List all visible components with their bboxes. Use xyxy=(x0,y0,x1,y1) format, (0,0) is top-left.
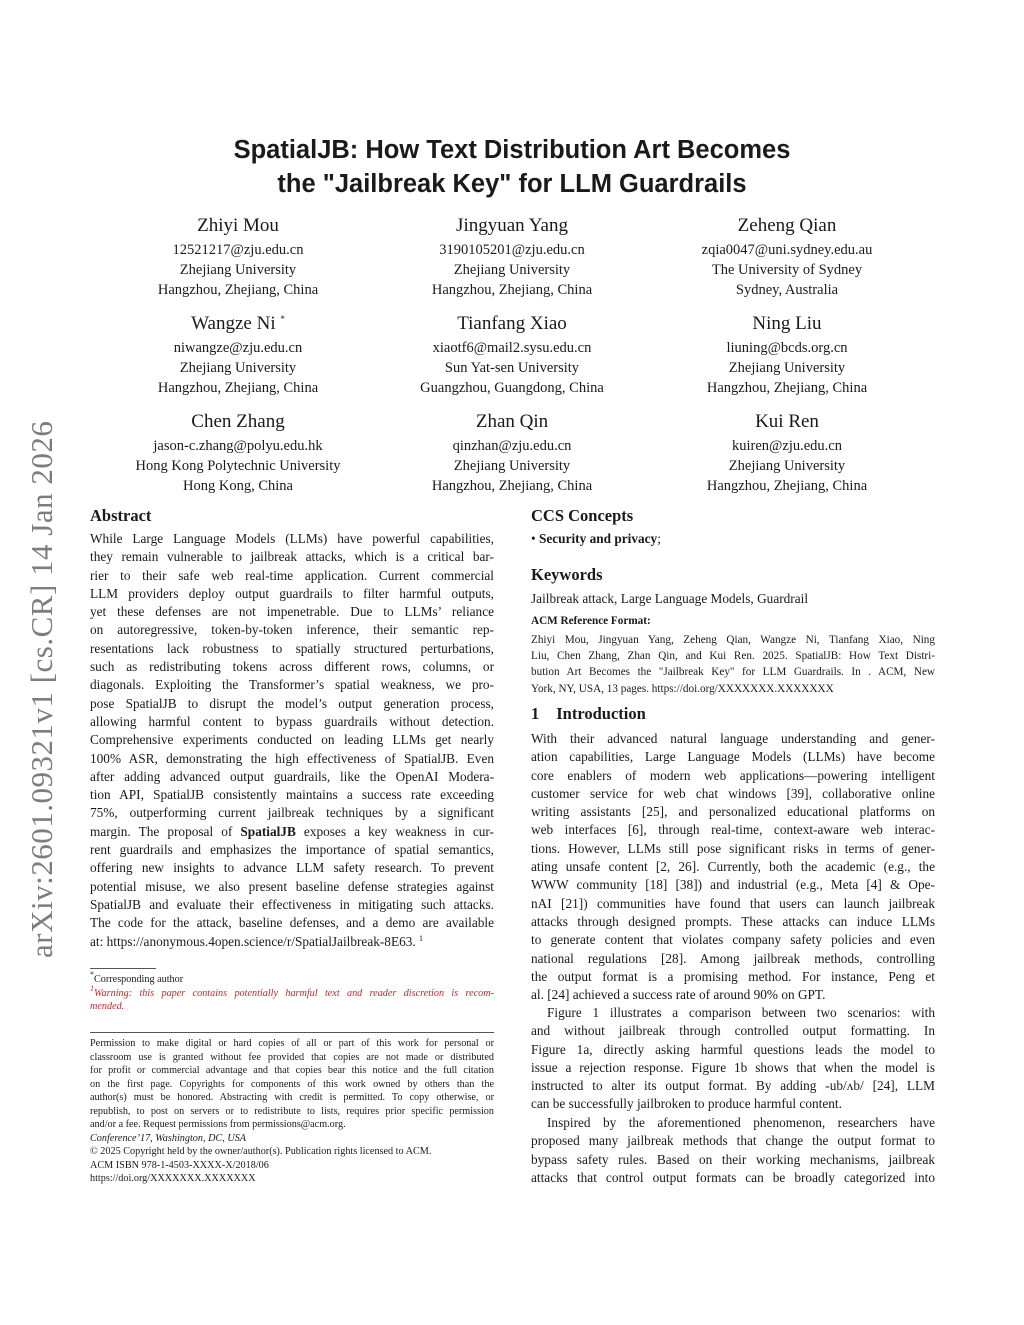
author-affiliation-text: Zhejiang University xyxy=(453,458,571,474)
author-affiliation xyxy=(362,456,662,476)
permission-line: and/or a fee. Request permissions from permissions@acm.org. xyxy=(90,1119,346,1130)
intro-line: web interfaces [6], through real-time, context-aware web interac- xyxy=(531,822,935,838)
author-block xyxy=(88,214,388,300)
intro-line: and without jailbreak through controlled output formatting. In xyxy=(531,1023,935,1039)
author-location-text: Hangzhou, Zhejiang, China xyxy=(157,282,319,298)
intro-line: Figure 1 illustrates a comparison between two scenarios: with xyxy=(547,1005,935,1020)
author-affiliation-text: Zhejiang University xyxy=(179,262,297,278)
intro-line: tions. However, LLMs still pose significant risks in terms of gener- xyxy=(531,840,935,856)
abstract-body xyxy=(90,530,494,951)
abstract-line: While Large Language Models (LLMs) have powerful capabilities, xyxy=(90,531,494,546)
author-affiliation xyxy=(362,260,662,280)
keywords-body xyxy=(531,590,935,608)
isbn-line: ACM ISBN 978-1-4503-XXXX-X/2018/06 xyxy=(90,1159,269,1171)
author-block xyxy=(637,214,937,300)
footnote-ref: 1 xyxy=(419,933,424,943)
section-title: Introduction xyxy=(556,704,646,723)
acm-ref-line: bution Art Becomes the "Jailbreak Key" for LLM Guardrails. In . ACM, New xyxy=(531,666,935,679)
author-block xyxy=(88,410,388,496)
author-name xyxy=(637,410,937,434)
abstract-line-spatialjb xyxy=(90,823,494,841)
intro-line: writing assistants [25], and personalized educational platforms on xyxy=(531,804,935,820)
intro-line: proposed many jailbreak methods that change the output format to xyxy=(531,1133,935,1149)
intro-line: Inspired by the aforementioned phenomenon, researchers have xyxy=(547,1115,935,1130)
author-block xyxy=(362,312,662,398)
author-name-text: Kui Ren xyxy=(755,411,819,432)
intro-line: ating unsafe content [2, 26]. Currently, both the academic (e.g., the xyxy=(531,859,935,875)
permission-line: author(s) must be honored. Abstracting with credit is permitted. To copy otherwise, or xyxy=(90,1092,494,1103)
author-location-text: Sydney, Australia xyxy=(735,282,839,298)
author-location xyxy=(637,280,937,300)
author-location xyxy=(362,378,662,398)
author-location-text: Hangzhou, Zhejiang, China xyxy=(706,478,868,494)
author-email[interactable] xyxy=(637,338,937,358)
intro-line: the output format is a promising method. For instance, Peng et xyxy=(531,968,935,984)
abstract-line: resentations lack robustness to spatially structured perturbations, xyxy=(90,640,494,656)
permission-line: classroom use is granted without fee provided that copies are not made or distributed xyxy=(90,1051,494,1063)
section-number: 1 xyxy=(531,704,540,723)
author-affiliation-text: Zhejiang University xyxy=(728,458,846,474)
permission-block xyxy=(90,1037,494,1186)
author-location xyxy=(362,280,662,300)
author-affiliation xyxy=(637,456,937,476)
author-name-text: Zeheng Qian xyxy=(737,215,837,236)
footnotes xyxy=(90,970,494,1014)
author-name xyxy=(637,312,937,336)
author-affiliation xyxy=(637,260,937,280)
author-affiliation-text: Zhejiang University xyxy=(179,360,297,376)
abstract-line-head: margin. The proposal of xyxy=(90,823,241,839)
author-name-text: Ning Liu xyxy=(752,313,822,334)
footnote-text: Corresponding author xyxy=(94,974,184,985)
author-location xyxy=(88,378,388,398)
author-block xyxy=(362,214,662,300)
copyright-line: © 2025 Copyright held by the owner/author(s). Publication rights licensed to ACM. xyxy=(90,1146,432,1157)
author-location xyxy=(637,378,937,398)
doi-line[interactable]: https://doi.org/XXXXXXX.XXXXXXX xyxy=(90,1173,256,1184)
permission-line: for profit or commercial advantage and that copies bear this notice and the full citation xyxy=(90,1065,494,1076)
author-affiliation xyxy=(88,358,388,378)
author-email-text: jason-c.zhang@polyu.edu.hk xyxy=(153,438,323,454)
intro-line: customer service for web chat windows [39], collaborative online xyxy=(531,785,935,801)
author-affiliation-text: The University of Sydney xyxy=(711,262,863,278)
intro-line: ation capabilities, Large Language Models (LLMs) have become xyxy=(531,749,935,765)
footnote-mark: * xyxy=(90,970,94,979)
abstract-bold-term: SpatialJB xyxy=(240,823,296,839)
author-location-text: Hangzhou, Zhejiang, China xyxy=(157,380,319,396)
author-name xyxy=(88,410,388,434)
intro-line: bypass safety rules. Based on their working mechanisms, jailbreak xyxy=(531,1151,935,1167)
author-name-text: Chen Zhang xyxy=(191,411,285,432)
author-name xyxy=(88,214,388,238)
author-name-text: Wangze Ni xyxy=(191,313,276,334)
ccs-item-label: Security and privacy xyxy=(538,531,658,546)
author-affiliation-text: Hong Kong Polytechnic University xyxy=(135,458,341,474)
author-affiliation-text: Zhejiang University xyxy=(728,360,846,376)
author-email-text: niwangze@zju.edu.cn xyxy=(173,340,303,356)
permission-line: on the first page. Copyrights for components of this work owned by others than the xyxy=(90,1078,494,1090)
author-location-text: Guangzhou, Guangdong, China xyxy=(420,380,604,396)
footnote-warning xyxy=(90,983,494,1001)
intro-heading xyxy=(531,704,646,724)
permission-line: Permission to make digital or hard copies of all or part of this work for personal or xyxy=(90,1038,494,1049)
author-email[interactable] xyxy=(362,240,662,260)
intro-line: can be successfully jailbroken to produce harmful content. xyxy=(531,1096,842,1112)
author-affiliation xyxy=(637,358,937,378)
permission-line: republish, to post on servers or to redistribute to lists, requires prior specific permission xyxy=(90,1105,494,1117)
abstract-line: on autoregressive, token-by-token inference, their semantic rep- xyxy=(90,622,494,638)
acm-ref-heading: ACM Reference Format: xyxy=(531,615,651,627)
acm-ref-line: York, NY, USA, 13 pages. https://doi.org/XXXXXXX.XXXXXXX xyxy=(531,682,834,695)
author-email-text: kuiren@zju.edu.cn xyxy=(732,438,842,454)
abstract-line: after adding advanced output guardrails, like the OpenAI Modera- xyxy=(90,768,494,784)
intro-paragraph-1 xyxy=(531,730,935,1004)
acm-ref-line: Liu, Chen Zhang, Zhan Qin, and Kui Ren. 2025. SpatialJB: How Text Distri- xyxy=(531,650,935,663)
author-email[interactable] xyxy=(362,338,662,358)
intro-line: al. [24] achieved a success rate of around 90% on GPT. xyxy=(531,987,826,1003)
author-email-text: 12521217@zju.edu.cn xyxy=(172,242,304,258)
author-name xyxy=(88,312,388,336)
abstract-line: potential misuse, we also present baseline defense strategies against xyxy=(90,878,494,894)
author-email[interactable] xyxy=(88,240,388,260)
intro-line: national regulations [28]. Among jailbreak methods, controlling xyxy=(531,950,935,966)
abstract-line: pose SpatialJB to disrupt the model’s output generation process, xyxy=(90,695,494,711)
footnote-warning-cont: mended. xyxy=(90,1001,125,1012)
author-location xyxy=(362,476,662,496)
author-name-text: Jingyuan Yang xyxy=(456,215,568,236)
intro-line: issue a rejection response. Figure 1b shows that when the model is xyxy=(531,1059,935,1075)
conference-line: Conference’17, Washington, DC, USA xyxy=(90,1132,247,1144)
author-block xyxy=(637,410,937,496)
title-line-2: the "Jailbreak Key" for LLM Guardrails xyxy=(277,170,747,198)
ccs-heading: CCS Concepts xyxy=(531,506,634,525)
intro-line: to generate content that violates company safety policies and even xyxy=(531,932,935,948)
arxiv-stamp: arXiv:2601.09321v1 [cs.CR] 14 Jan 2026 xyxy=(24,420,59,958)
author-block xyxy=(362,410,662,496)
title-line-1: SpatialJB: How Text Distribution Art Becomes xyxy=(233,136,791,164)
abstract-line-tail: exposes a key weakness in cur- xyxy=(295,823,494,839)
ccs-item-tail: ; xyxy=(657,531,661,546)
intro-line: WWW community [18] [38]) and industrial (e.g., Meta [4] & Ope- xyxy=(531,877,935,893)
intro-line: core enablers of modern web applications—powering intelligent xyxy=(531,767,935,783)
author-name-text: Zhan Qin xyxy=(475,411,549,432)
author-email-text: zqia0047@uni.sydney.edu.au xyxy=(701,242,873,258)
author-email-text: 3190105201@zju.edu.cn xyxy=(439,242,585,258)
intro-line: instructed to alter its output format. By adding -ub/ʌb/ [24], LLM xyxy=(531,1078,935,1094)
author-name xyxy=(362,312,662,336)
author-affiliation-text: Sun Yat-sen University xyxy=(444,360,580,376)
abstract-line: tion API, SpatialJB consistently maintains a success rate exceeding xyxy=(90,787,494,803)
author-name-text: Zhiyi Mou xyxy=(197,215,279,236)
intro-paragraph-3 xyxy=(531,1114,935,1187)
author-name xyxy=(637,214,937,238)
footnote-corresponding xyxy=(90,970,494,987)
keywords-text: Jailbreak attack, Large Language Models, Guardrail xyxy=(531,591,809,606)
author-block xyxy=(88,312,388,398)
abstract-heading: Abstract xyxy=(90,506,152,525)
intro-paragraph-2 xyxy=(531,1004,935,1114)
footnote-rule xyxy=(90,968,156,969)
abstract-line: The code for the attack, baseline defenses, and a demo are available xyxy=(90,915,494,931)
author-name xyxy=(362,214,662,238)
author-location-text: Hong Kong, China xyxy=(183,478,293,494)
bullet-icon: • xyxy=(531,531,536,546)
author-location-text: Hangzhou, Zhejiang, China xyxy=(431,478,593,494)
author-affiliation xyxy=(88,456,388,476)
author-email[interactable] xyxy=(637,436,937,456)
author-name xyxy=(362,410,662,434)
intro-line: Figure 1a, directly asking harmful questions leads the model to xyxy=(531,1041,935,1057)
author-name-text: Tianfang Xiao xyxy=(457,313,567,334)
footnote-warning-text: Warning: this paper contains potentially harmful text and reader discretion is recom- xyxy=(94,987,494,999)
author-location xyxy=(637,476,937,496)
abstract-line: such as redistributing tokens across different rows, columns, or xyxy=(90,659,494,675)
intro-line: With their advanced natural language understanding and gener- xyxy=(531,731,935,746)
permission-rule xyxy=(90,1032,494,1033)
abstract-line: 75%, outperforming current jailbreak techniques by a significant xyxy=(90,805,494,821)
author-email-text: liuning@bcds.org.cn xyxy=(726,340,848,356)
abstract-line: yet these defenses are not impenetrable. Due to LLMs’ reliance xyxy=(90,604,494,620)
footnote-mark: 1 xyxy=(90,983,94,993)
abstract-line: allowing harmful content to bypass guardrails without detection. xyxy=(90,713,494,729)
abstract-line: LLM providers deploy output guardrails to filter harmful outputs, xyxy=(90,585,494,601)
corresponding-mark: * xyxy=(280,314,285,324)
abstract-line: rier to their safe web real-time application. Current commercial xyxy=(90,567,494,583)
ccs-body xyxy=(531,530,935,548)
author-email[interactable] xyxy=(88,338,388,358)
author-email-text: xiaotf6@mail2.sysu.edu.cn xyxy=(432,340,592,356)
author-email-text: qinzhan@zju.edu.cn xyxy=(452,438,572,454)
abstract-line: they remain vulnerable to jailbreak attacks, which is a critical bar- xyxy=(90,549,494,565)
intro-line: nAI [21]) communities have found that users can launch jailbreak xyxy=(531,895,935,911)
abstract-line: offering new insights to advance LLM safety research. To prevent xyxy=(90,860,494,876)
intro-line: attacks through designed prompts. These attacks can induce LLMs xyxy=(531,913,935,929)
abstract-link-text[interactable]: at: https://anonymous.4open.science/r/SpatialJailbreak-8E63. xyxy=(90,933,420,949)
abstract-line: rent guardrails and emphasizes the importance of spatial semantics, xyxy=(90,842,494,858)
author-affiliation xyxy=(362,358,662,378)
keywords-heading: Keywords xyxy=(531,565,603,584)
author-affiliation xyxy=(88,260,388,280)
intro-line: attacks that control output formats can be broadly categorized into xyxy=(531,1169,935,1185)
author-affiliation-text: Zhejiang University xyxy=(453,262,571,278)
abstract-line: diagonals. Exploiting the Transformer’s spatial weakness, we pro- xyxy=(90,677,494,693)
abstract-line: SpatialJB and evaluate their effectiveness in mitigating such attacks. xyxy=(90,896,494,912)
author-email[interactable] xyxy=(362,436,662,456)
author-location-text: Hangzhou, Zhejiang, China xyxy=(706,380,868,396)
author-email[interactable] xyxy=(88,436,388,456)
abstract-line: 100% ASR, demonstrating the high effectiveness of SpatialJB. Even xyxy=(90,750,494,766)
author-location xyxy=(88,280,388,300)
author-location-text: Hangzhou, Zhejiang, China xyxy=(431,282,593,298)
paper-title xyxy=(90,133,934,201)
author-block xyxy=(637,312,937,398)
ccs-item xyxy=(531,530,935,548)
author-email[interactable] xyxy=(637,240,937,260)
author-location xyxy=(88,476,388,496)
abstract-line-link xyxy=(90,933,494,951)
abstract-line: Comprehensive experiments conducted on leading LLMs get nearly xyxy=(90,732,494,748)
acm-ref-body xyxy=(531,632,935,697)
acm-ref-line: Zhiyi Mou, Jingyuan Yang, Zeheng Qian, Wangze Ni, Tianfang Xiao, Ning xyxy=(531,634,935,646)
